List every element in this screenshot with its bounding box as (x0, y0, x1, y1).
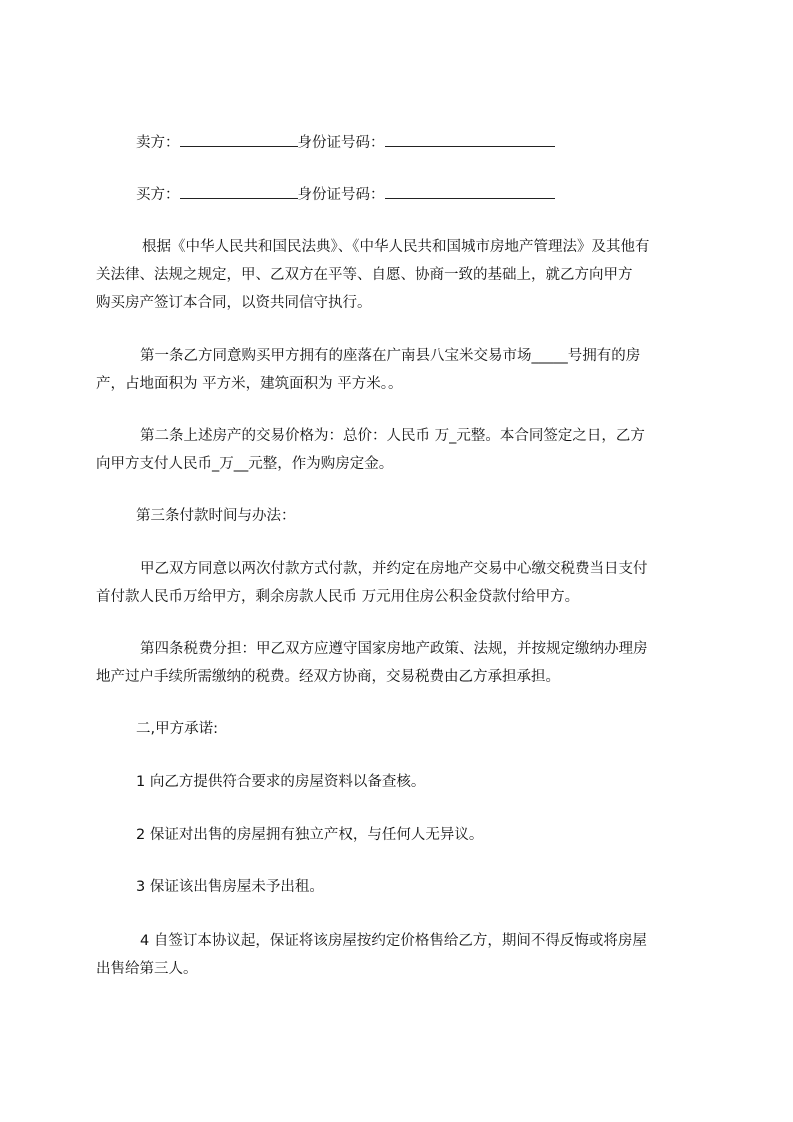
list-item: 3 保证该出售房屋未予出租。 (136, 879, 324, 895)
paragraph-line: 向甲方支付人民币_万__元整，作为购房定金。 (96, 456, 394, 472)
seller-label: 卖方： (136, 135, 180, 151)
paragraph-line: 甲乙双方同意以两次付款方式付款，并约定在房地产交易中心缴交税费当日支付 (140, 561, 648, 577)
seller-id-blank (385, 132, 555, 147)
paragraph-line: 首付款人民币万给甲方，剩余房款人民币 万元用住房公积金贷款付给甲方。 (96, 589, 580, 605)
section-heading: 第三条付款时间与办法： (136, 508, 296, 524)
paragraph-line: 第二条上述房产的交易价格为：总价：人民币 万_元整。本合同签定之日，乙方 (140, 428, 645, 444)
list-item: 2 保证对出售的房屋拥有独立产权，与任何人无异议。 (136, 827, 484, 843)
paragraph-line: 第一条乙方同意购买甲方拥有的座落在广南县八宝米交易市场_____号拥有的房 (140, 348, 641, 364)
buyer-line (136, 184, 793, 205)
list-item: 1 向乙方提供符合要求的房屋资料以备查核。 (136, 774, 426, 790)
buyer-name-blank (180, 184, 298, 199)
paragraph-line: 购买房产签订本合同，以资共同信守执行。 (96, 295, 372, 311)
paragraph-line: 产，占地面积为 平方米，建筑面积为 平方米。。 (96, 376, 403, 392)
seller-id-label: 身份证号码： (297, 135, 385, 151)
section-heading: 二,甲方承诺: (136, 721, 218, 737)
paragraph-line: 根据《中华人民共和国民法典》、《中华人民共和国城市房地产管理法》及其他有 (142, 239, 650, 255)
seller-name-blank (180, 132, 298, 147)
list-item: 4 自签订本协议起，保证将该房屋按约定价格售给乙方，期间不得反悔或将房屋 (140, 933, 647, 949)
list-item: 出售给第三人。 (96, 961, 198, 977)
paragraph-line: 关法律、法规之规定，甲、乙双方在平等、自愿、协商一致的基础上，就乙方向甲方 (96, 267, 633, 283)
paragraph-line: 第四条税费分担：甲乙双方应遵守国家房地产政策、法规，并按规定缴纳办理房 (140, 641, 648, 657)
buyer-id-blank (385, 184, 555, 199)
paragraph-line: 地产过户手续所需缴纳的税费。经双方协商，交易税费由乙方承担承担。 (96, 669, 560, 685)
seller-line (136, 132, 793, 153)
buyer-id-label: 身份证号码： (297, 187, 385, 203)
buyer-label: 买方： (136, 187, 180, 203)
